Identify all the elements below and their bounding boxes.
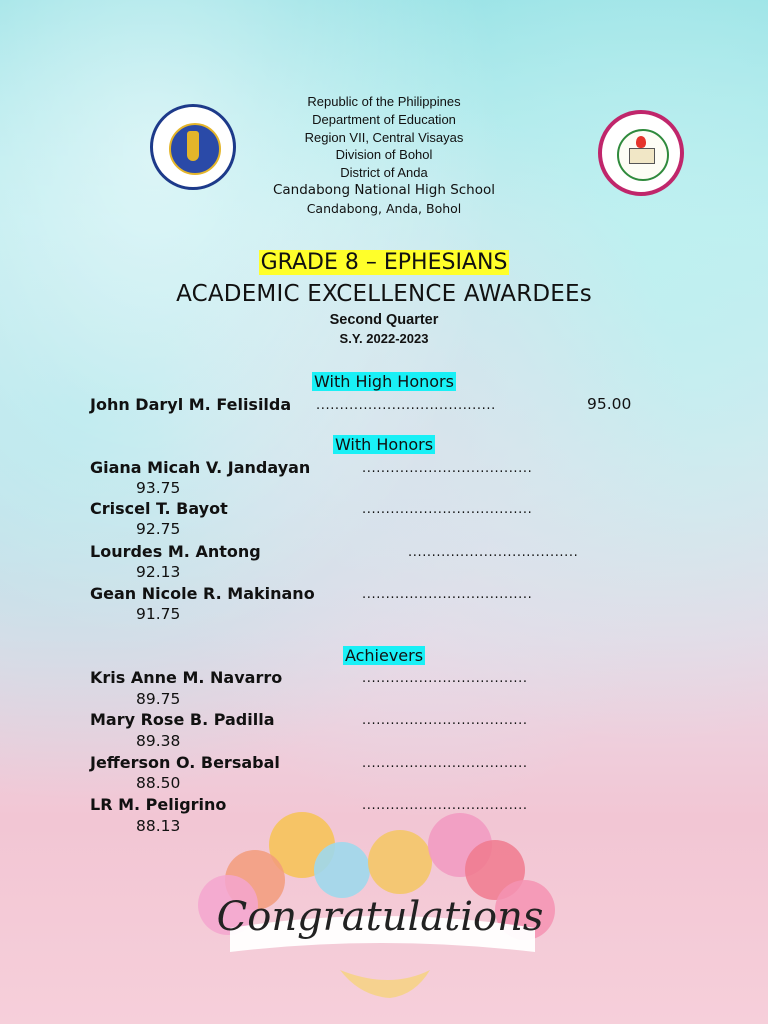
leader-dots: ................................... [362,671,528,686]
category-honors-text: With Honors [334,435,434,454]
awardee-score: 93.75 [136,479,181,497]
category-honors [0,435,768,454]
leader-dots: .................................... [408,545,579,560]
awardee-name: Giana Micah V. Jandayan [90,458,311,477]
awardee-score: 88.13 [136,817,181,835]
awardee-name: LR M. Peligrino [90,795,227,814]
congratulations-banner [190,800,570,1000]
grade-title [0,250,768,275]
awardee-score: 88.50 [136,774,181,792]
category-achievers-text: Achievers [344,646,424,665]
awardee-name: John Daryl M. Felisilda [90,395,292,414]
awardee-score: 91.75 [136,605,181,623]
region-line: Region VII, Central Visayas [304,129,464,145]
leader-dots: .................................... [362,587,533,602]
congratulations-text: Congratulations [216,894,544,940]
school-year-label: S.Y. 2022-2023 [339,331,429,346]
leader-dots: ................................... [362,713,528,728]
awardee-name: Lourdes M. Antong [90,542,261,561]
awardee-name: Jefferson O. Bersabal [90,753,280,772]
awardee-score: 89.38 [136,732,181,750]
awardee-score: 89.75 [136,690,181,708]
leader-dots: .................................... [362,502,533,517]
awardee-score: 92.75 [136,520,181,538]
category-high-honors-text: With High Honors [314,372,454,391]
leader-dots: ...................................... [316,398,496,413]
division-line: Division of Bohol [335,147,433,163]
republic-line: Republic of the Philippines [307,94,461,109]
quarter-label: Second Quarter [329,312,439,328]
ribbon-curl [340,970,430,998]
leader-dots: ................................... [362,798,528,813]
letterhead [0,93,768,218]
awardee-score: 95.00 [587,395,632,413]
category-achievers [0,646,768,665]
balloon-icon [314,842,370,898]
grade-title-text: GRADE 8 – EPHESIANS [260,250,508,275]
awardee-name: Criscel T. Bayot [90,499,228,518]
category-high-honors [0,372,768,391]
awardee-name: Kris Anne M. Navarro [90,668,283,687]
leader-dots: ................................... [362,756,528,771]
address-line: Candabong, Anda, Bohol [306,200,462,216]
awardee-score: 92.13 [136,563,181,581]
award-title: ACADEMIC EXCELLENCE AWARDEEs [176,281,592,307]
district-line: District of Anda [340,165,428,181]
school-line: Candabong National High School [272,181,496,198]
balloon-icon [368,830,432,894]
awardee-name: Gean Nicole R. Makinano [90,584,315,603]
awardee-name: Mary Rose B. Padilla [90,710,275,729]
leader-dots: .................................... [362,461,533,476]
department-line: Department of Education [312,111,456,127]
